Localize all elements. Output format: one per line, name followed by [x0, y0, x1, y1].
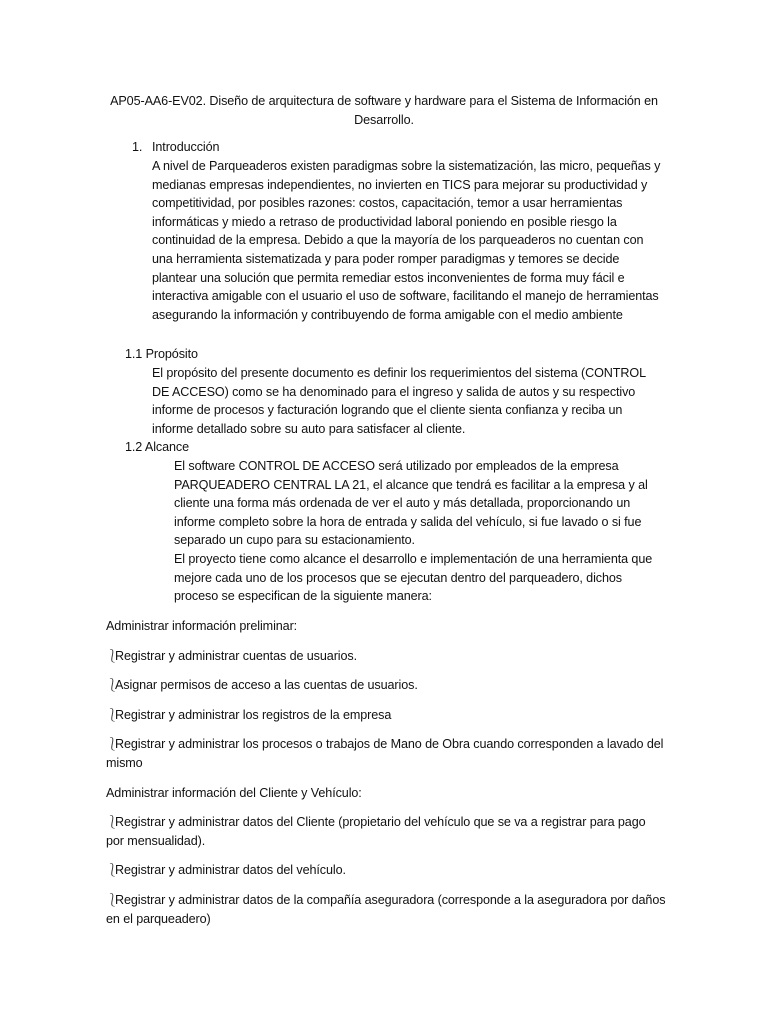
intro-heading-text: Introducción	[152, 140, 220, 154]
group-heading-preliminar: Administrar información preliminar:	[106, 619, 298, 633]
list-item: ⎱Registrar y administrar datos del vehículo.	[106, 861, 666, 880]
list-item: ⎱Registrar y administrar los procesos o trabajos de Mano de Obra cuando corresponden a lavado del mismo	[106, 737, 664, 770]
alcance-heading: 1.2 Alcance	[125, 440, 190, 454]
intro-heading	[132, 138, 219, 157]
list-item: ⎱Registrar y administrar los registros de la empresa	[106, 706, 666, 725]
process-list	[106, 617, 666, 939]
group-heading-cliente-vehiculo: Administrar información del Cliente y Vehículo:	[106, 785, 362, 800]
bullet-icon: ⎱	[106, 707, 119, 722]
intro-number: 1.	[132, 140, 143, 154]
bullet-icon: ⎱	[106, 815, 119, 830]
bullet-icon: ⎱	[106, 863, 119, 878]
list-item: ⎱Asignar permisos de acceso a las cuentas de usuarios.	[106, 676, 666, 695]
bullet-icon: ⎱	[106, 678, 119, 693]
proposito-heading: 1.1 Propósito	[125, 347, 198, 361]
proposito-paragraph: El propósito del presente documento es definir los requerimientos del sistema (CONTROL DE ACCESO) como se ha denominado para el ingreso y salida de autos y su respectivo informe de procesos y facturación logrando que el cliente sienta confianza y reciba un informe detallado sobre su auto para satisfacer al cliente.	[152, 366, 646, 436]
bullet-icon: ⎱	[106, 737, 119, 752]
list-item: ⎱Registrar y administrar datos de la compañía aseguradora (corresponde a la aseguradora por daños en el parqueadero)	[106, 892, 666, 926]
alcance-body	[174, 457, 664, 606]
bullet-icon: ⎱	[106, 648, 119, 663]
document-title: AP05-AA6-EV02. Diseño de arquitectura de software y hardware para el Sistema de Información en Desarrollo.	[110, 94, 658, 127]
alcance-paragraph-2: El proyecto tiene como alcance el desarrollo e implementación de una herramienta que mejore cada uno de los procesos que se ejecutan dentro del parqueadero, dichos proceso se especifican de la siguiente manera:	[174, 551, 653, 604]
alcance-paragraph-1: El software CONTROL DE ACCESO será utilizado por empleados de la empresa PARQUEADERO CENTRAL LA 21, el alcance que tendrá es facilitar a la empresa y al cliente una forma más ordenada de ver el auto y más detallada, proporcionando un informe completo sobre la hora de entrada y salida del vehículo, si fue lavado o si fue separado un cupo para su estacionamiento.	[174, 459, 648, 548]
list-item: ⎱Registrar y administrar datos del Cliente (propietario del vehículo que se va a registrar para pago por mensualidad).	[106, 815, 646, 848]
intro-paragraph: A nivel de Parqueaderos existen paradigmas sobre la sistematización, las micro, pequeñas y medianas empresas independientes, no invierten en TICS para mejorar su productividad y competitividad, por posibles razones: costos, capacitación, temor a usar herramientas informáticas y miedo a retraso de productividad laboral poniendo en posible riesgo la continuidad de la empresa. Debido a que la mayoría de los parqueaderos no cuentan con una herramienta sistematizada y para poder romper paradigmas y temores se decide plantear una solución que permita remediar estos inconvenientes de forma muy fácil e interactiva amigable con el usuario el uso de software, facilitando el manejo de herramientas asegurando la información y contribuyendo de forma amigable con el medio ambiente	[152, 159, 661, 322]
list-item: ⎱Registrar y administrar cuentas de usuarios.	[106, 647, 666, 666]
bullet-icon: ⎱	[106, 892, 119, 907]
